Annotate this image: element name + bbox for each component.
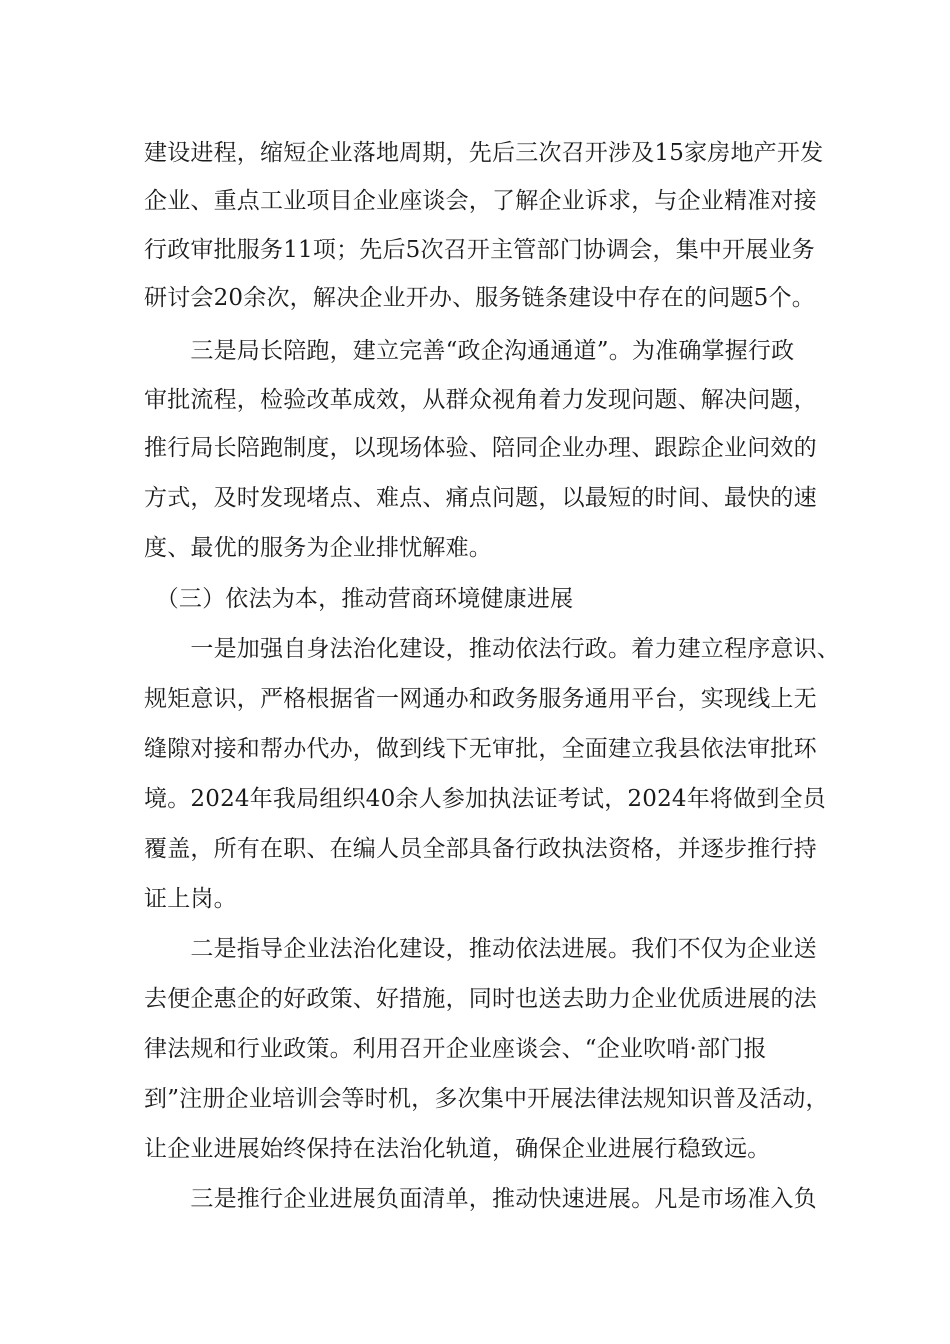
text-line-7: 推行局长陪跑制度，以现场体验、陪同企业办理、跟踪企业问效的 xyxy=(144,435,817,461)
text-line-6: 审批流程，检验改革成效，从群众视角着力发现问题、解决问题， xyxy=(144,387,817,413)
text-line-14: 境。2024年我局组织40余人参加执法证考试，2024年将做到全员 xyxy=(144,786,826,812)
text-line-2: 企业、重点工业项目企业座谈会，了解企业诉求，与企业精准对接 xyxy=(144,188,817,214)
text-line-5: 三是局长陪跑，建立完善“政企沟通通道”。为准确掌握行政 xyxy=(144,338,795,364)
text-line-22: 三是推行企业进展负面清单，推动快速进展。凡是市场准入负 xyxy=(144,1186,817,1212)
text-line-19: 律法规和行业政策。利用召开企业座谈会、“企业吹哨·部门报 xyxy=(144,1036,767,1062)
text-line-18: 去便企惠企的好政策、好措施，同时也送去助力企业优质进展的法 xyxy=(144,986,817,1012)
text-line-16: 证上岗。 xyxy=(144,886,237,912)
text-line-1: 建设进程，缩短企业落地周期，先后三次召开涉及15家房地产开发 xyxy=(144,140,824,166)
text-line-21: 让企业进展始终保持在法治化轨道，确保企业进展行稳致远。 xyxy=(144,1136,771,1162)
text-line-4: 研讨会20余次，解决企业开办、服务链条建设中存在的问题5个。 xyxy=(144,285,815,311)
text-line-12: 规矩意识，严格根据省一网通办和政务服务通用平台，实现线上无 xyxy=(144,686,817,712)
text-line-9: 度、最优的服务为企业排忧解难。 xyxy=(144,535,492,561)
text-line-13: 缝隙对接和帮办代办，做到线下无审批，全面建立我县依法审批环 xyxy=(144,736,817,762)
text-line-17: 二是指导企业法治化建设，推动依法进展。我们不仅为企业送 xyxy=(144,936,817,962)
text-line-15: 覆盖，所有在职、在编人员全部具备行政执法资格，并逐步推行持 xyxy=(144,836,817,862)
text-line-11: 一是加强自身法治化建设，推动依法行政。着力建立程序意识、 xyxy=(144,636,840,662)
text-line-3: 行政审批服务11项；先后5次召开主管部门协调会，集中开展业务 xyxy=(144,237,815,263)
text-line-8: 方式，及时发现堵点、难点、痛点问题，以最短的时间、最快的速 xyxy=(144,485,817,511)
section-heading: （三）依法为本，推动营商环境健康进展 xyxy=(144,586,574,612)
text-line-20: 到”注册企业培训会等时机，多次集中开展法律法规知识普及活动， xyxy=(144,1086,829,1112)
